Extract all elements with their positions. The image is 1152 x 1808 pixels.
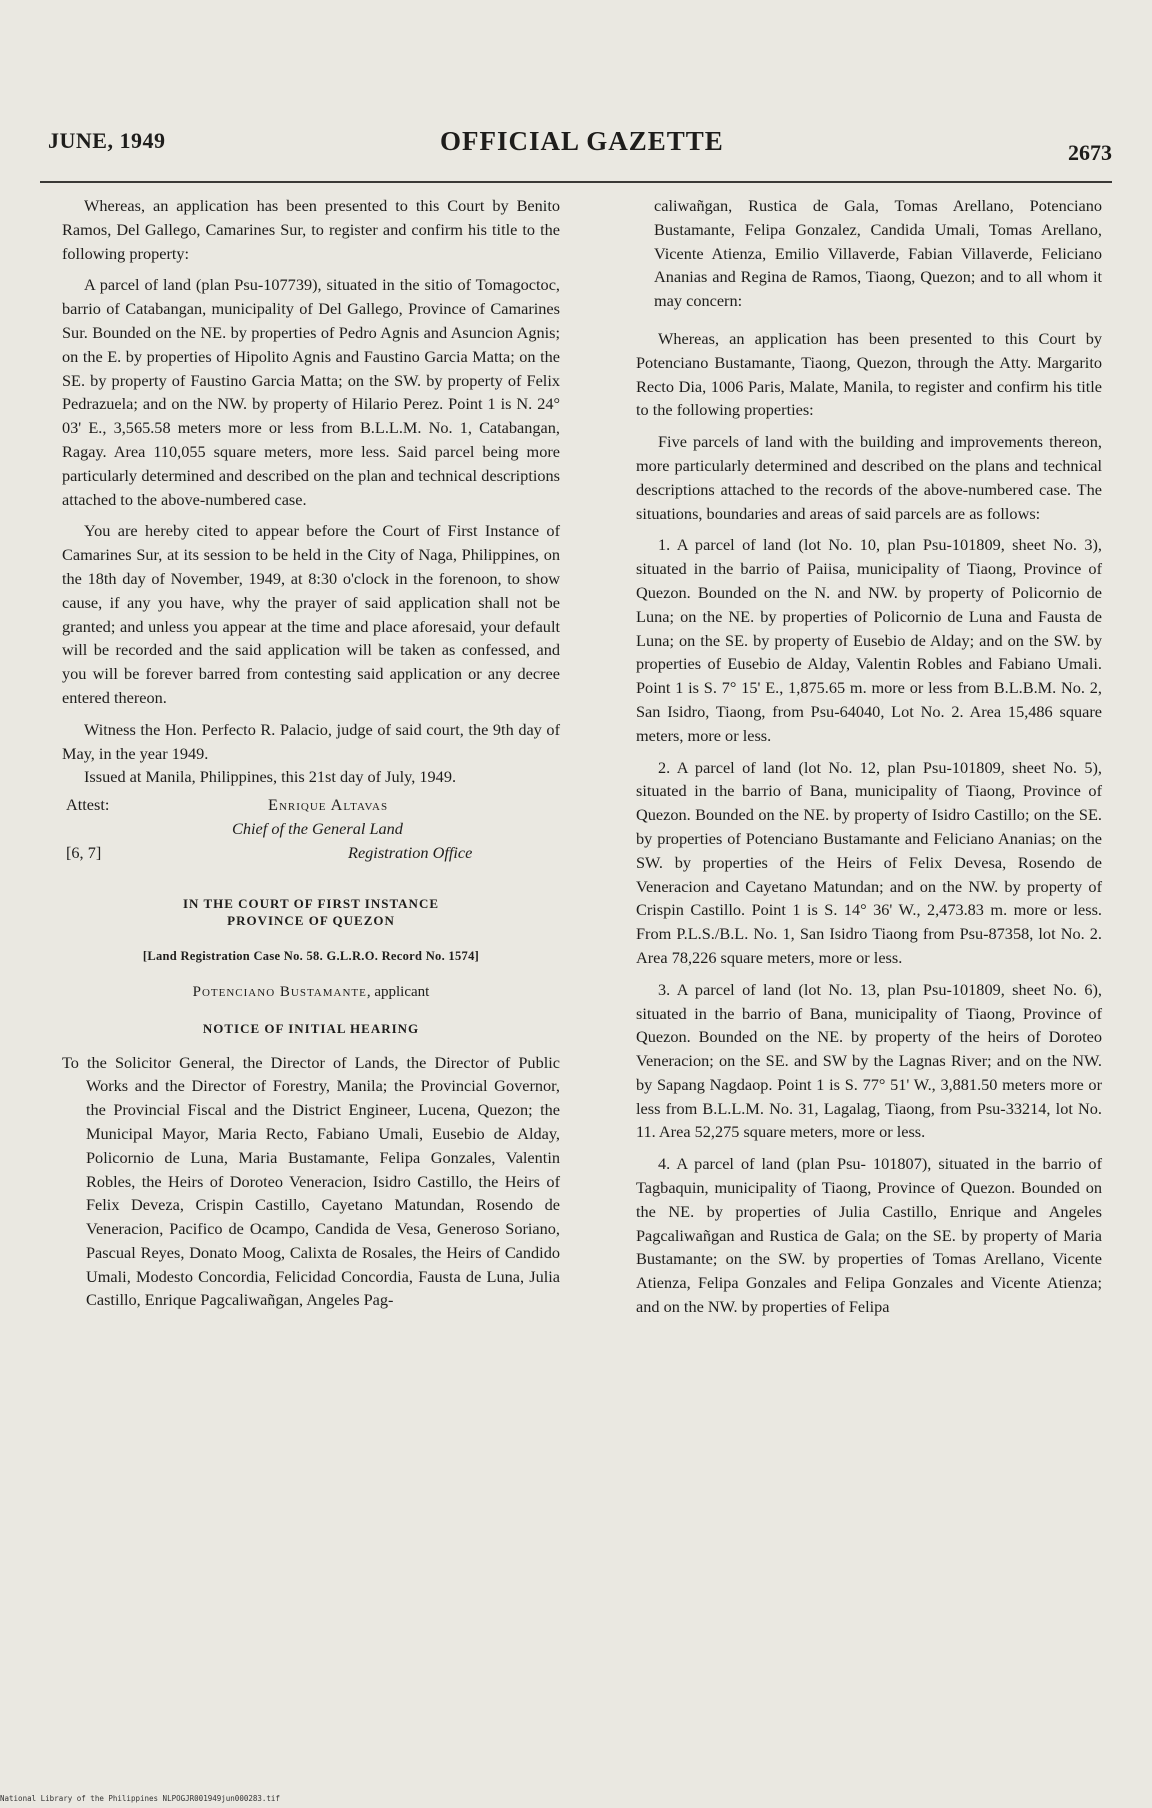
paragraph: Witness the Hon. Perfecto R. Palacio, judge of said court, the 9th day of May, in the year 1949. — [62, 719, 560, 763]
attest-name: Enrique Altavas — [268, 795, 389, 815]
scan-footer: National Library of the Philippines NLPOGJR001949jun000283.tif — [0, 1794, 280, 1803]
page-number: 2673 — [1068, 140, 1112, 165]
paragraph: caliwañgan, Rustica de Gala, Tomas Arellano, Potenciano Bustamante, Felipa Gonzalez, Candida Umali, Tomas Arellano, Vicente Atienza, Emilio Villaverde, Fabian Villaverde, Feliciano Ananias and Regina de Ramos, Tiaong, Quezon; and to all whom it may concern: — [654, 196, 1102, 311]
court-line: IN THE COURT OF FIRST INSTANCE — [182, 896, 439, 912]
attest-label: Attest: — [66, 795, 110, 815]
paragraph: You are hereby cited to appear before the Court of First Instance of Camarines Sur, at its session to be held in the City of Naga, Philippines, on the 18th day of November, 1949, at 8:30 o'clock in the forenoon, to show cause, if any you have, why the prayer of said application shall not be granted; and unless you appear at the time and place aforesaid, your default will be recorded and the said application will be taken as confessed, and you will be forever barred from contesting said application or any decree entered thereon. — [62, 521, 560, 707]
attest-title: Registration Office — [348, 843, 473, 863]
notice-title: NOTICE OF INITIAL HEARING — [202, 1020, 420, 1036]
paragraph: 1. A parcel of land (lot No. 10, plan Psu-101809, sheet No. 3), situated in the barrio of Paiisa, municipality of Tiaong, Province of Quezon. Bounded on the N. and NW. by property of Policornio de Luna; on the NE. by properties of Policornio de Luna and Fausta de Luna; on the SE. by property of Eusebio de Alday; and on the SW. by properties of Eusebio de Alday, Valentin Robles and Fabiano Umali. Point 1 is S. 7° 15' E., 1,875.65 m. more or less from B.L.B.M. No. 2, San Isidro, Tiaong, from Psu-64040, Lot No. 2. Area 15,486 square meters, more or less. — [636, 535, 1102, 745]
applicant-name: Potenciano Bustamante — [192, 983, 367, 1000]
applicant-line — [62, 981, 560, 1005]
paragraph: Issued at Manila, Philippines, this 21st day of July, 1949. — [84, 767, 457, 787]
paragraph: Whereas, an application has been presented to this Court by Benito Ramos, Del Gallego, Camarines Sur, to register and confirm his title to the following property: — [62, 196, 560, 263]
applicant-role: , applicant — [366, 983, 430, 1000]
paragraph: 4. A parcel of land (plan Psu- 101807), situated in the barrio of Tagbaquin, municipality of Tiaong, Province of Quezon. Bounded on the NE. by properties of Julia Castillo, Enrique and Angeles Pagcaliwañgan and Rustica de Gala; on the SE. by property of Maria Bustamante; on the SW. by properties of Tomas Arellano, Vicente Atienza, Felipa Gonzales and Felipa Gonzales and Vicente Atienza; and on the NW. by properties of Felipa — [636, 1154, 1102, 1317]
case-line: [Land Registration Case No. 58. G.L.R.O. Record No. 1574] — [142, 949, 480, 964]
right-column — [636, 194, 1102, 1327]
paragraph: Five parcels of land with the building and improvements thereon, more particularly determined and described on the plans and technical descriptions attached to the records of the above-numbered case. The situations, boundaries and areas of said parcels are as follows: — [636, 432, 1102, 523]
paragraph: Whereas, an application has been presented to this Court by Potenciano Bustamante, Tiaong, Quezon, through the Atty. Margarito Recto Dia, 1006 Paris, Malate, Manila, to register and confirm his title to the following properties: — [636, 328, 1102, 420]
left-column — [62, 194, 560, 1312]
attest-title: Chief of the General Land — [232, 819, 403, 839]
paragraph: A parcel of land (plan Psu-107739), situated in the sitio of Tomagoctoc, barrio of Catabangan, municipality of Del Gallego, Province of Camarines Sur. Bounded on the NE. by properties of Pedro Agnis and Asuncion Agnis; on the E. by properties of Hipolito Agnis and Faustino Garcia Matta; on the SE. by property of Faustino Garcia Matta; on the SW. by property of Felix Pedrazuela; and on the NW. by property of Hilario Perez. Point 1 is N. 24° 03' E., 3,565.58 meters more or less from B.L.L.M. No. 1, Catabangan, Ragay. Area 110,055 square meters, more less. Said parcel being more particularly determined and described on the plan and technical descriptions attached to the above-numbered case. — [62, 275, 560, 509]
court-line: PROVINCE OF QUEZON — [227, 913, 395, 929]
to-paragraph: To the Solicitor General, the Director of Lands, the Director of Public Works and the Director of Forestry, Manila; the Provincial Governor, the Provincial Fiscal and the District Engineer, Lucena, Quezon; the Municipal Mayor, Maria Recto, Fabiano Umali, Eusebio de Alday, Policornio de Luna, Maria Bustamante, Felipa Gonzales, Valentin Robles, the Heirs of Doroteo Veneracion, Isidro Castillo, the Heirs of Felix Deveza, Crispin Castillo, Cayetano Matundan, Rosendo de Veneracion, Pacifico de Ocampo, Candida de Vesa, Generoso Soriano, Pascual Reyes, Donato Moog, Calixta de Rosales, the Heirs of Candido Umali, Modesto Concordia, Felicidad Concordia, Fausta de Luna, Julia Castillo, Enrique Pagcaliwañgan, Angeles Pag- — [62, 1052, 560, 1310]
header-title: OFFICIAL GAZETTE — [440, 126, 724, 156]
issue-reference: [6, 7] — [66, 843, 102, 863]
header-date: JUNE, 1949 — [48, 128, 166, 153]
header-rule — [40, 181, 1112, 183]
attest-block — [62, 793, 560, 867]
page-header — [40, 118, 1112, 168]
paragraph: 3. A parcel of land (lot No. 13, plan Psu-101809, sheet No. 6), situated in the barrio of Bana, municipality of Tiaong, Province of Quezon. Bounded on the NE. by property of the heirs of Doroteo Veneracion; on the SE. and SW by the Lagnas River; and on the NW. by Sapang Nagdaop. Point 1 is S. 77° 51' W., 3,881.50 meters more or less from B.L.L.M. No. 31, Lagalag, Tiaong, from Psu-33214, lot No. 11. Area 52,275 square meters, more or less. — [636, 979, 1102, 1142]
paragraph: 2. A parcel of land (lot No. 12, plan Psu-101809, sheet No. 5), situated in the barrio of Bana, municipality of Tiaong, Province of Quezon. Bounded on the NE. by property of Isidro Castillo; on the SE. by properties of Potenciano Bustamante and Feliciano Ananias; on the SW. by properties of the Heirs of Felix Devesa, Rosendo de Veneracion and Cayetano Matundan; and on the NW. by property of Crispin Castillo. Point 1 is S. 14° 36' W., 2,473.83 m. more or less. From P.L.S./B.L. No. 1, San Isidro Tiaong from Psu-87358, lot No. 2. Area 78,226 square meters, more or less. — [636, 757, 1102, 967]
court-heading — [62, 895, 560, 929]
